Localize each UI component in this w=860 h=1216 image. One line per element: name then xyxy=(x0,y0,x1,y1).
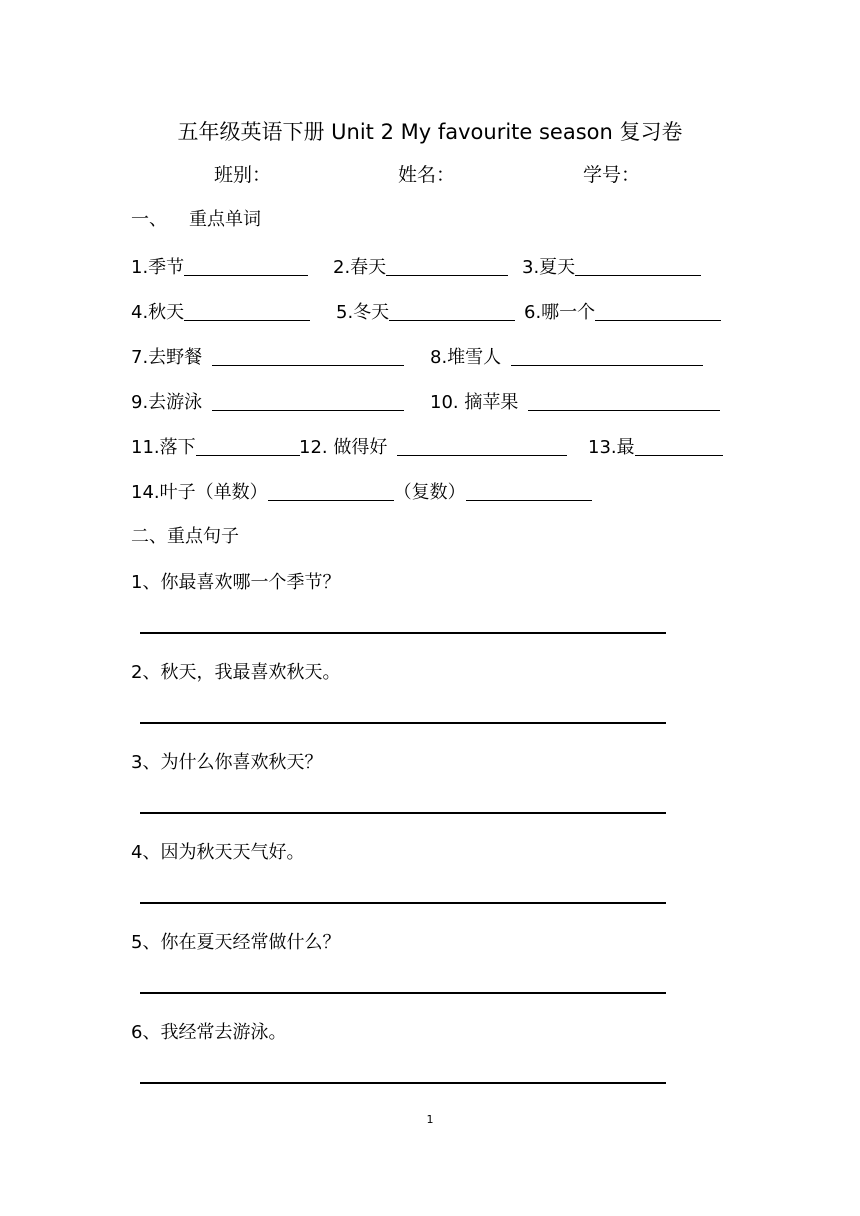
word-label: 14.叶子（单数） xyxy=(131,482,268,503)
class-label: 班别： xyxy=(214,164,272,186)
word-label: 6.哪一个 xyxy=(524,302,596,323)
word-item xyxy=(333,253,508,279)
word-item xyxy=(131,253,308,279)
section-sentences-heading: 二、重点句子 xyxy=(131,526,239,547)
word-item xyxy=(588,433,723,459)
section-number: 一、 xyxy=(131,209,167,230)
word-item xyxy=(131,388,404,414)
answer-blank[interactable] xyxy=(511,347,703,366)
answer-blank[interactable] xyxy=(184,302,310,321)
word-item xyxy=(131,298,310,324)
page-number: 1 xyxy=(426,1113,434,1126)
word-label: 11.落下 xyxy=(131,437,196,458)
word-item xyxy=(430,388,720,414)
answer-line[interactable] xyxy=(140,992,666,994)
word-item xyxy=(131,433,300,459)
sentence-prompt: 5、你在夏天经常做什么？ xyxy=(131,932,341,953)
word-label: 5.冬天 xyxy=(336,302,390,323)
word-label: 1.季节 xyxy=(131,257,185,278)
word-item xyxy=(131,478,592,504)
answer-blank[interactable] xyxy=(397,437,567,456)
answer-line[interactable] xyxy=(140,632,666,634)
answer-blank[interactable] xyxy=(212,347,404,366)
answer-blank[interactable] xyxy=(184,257,308,276)
sentence-prompt: 2、秋天，我最喜欢秋天。 xyxy=(131,662,341,683)
answer-blank[interactable] xyxy=(595,302,721,321)
answer-line[interactable] xyxy=(140,722,666,724)
word-item xyxy=(336,298,515,324)
answer-line[interactable] xyxy=(140,812,666,814)
word-label: 2.春天 xyxy=(333,257,387,278)
answer-blank[interactable] xyxy=(528,392,720,411)
answer-blank[interactable] xyxy=(466,482,592,501)
sentence-prompt: 4、因为秋天天气好。 xyxy=(131,842,305,863)
sentence-prompt: 1、你最喜欢哪一个季节？ xyxy=(131,572,341,593)
word-label: 12. 做得好 xyxy=(299,437,388,458)
answer-blank[interactable] xyxy=(386,257,508,276)
word-label: 3.夏天 xyxy=(522,257,576,278)
word-label: （复数） xyxy=(393,482,466,503)
answer-blank[interactable] xyxy=(268,482,394,501)
name-label: 姓名： xyxy=(398,164,456,186)
sentence-prompt: 3、为什么你喜欢秋天？ xyxy=(131,752,323,773)
section-title: 重点单词 xyxy=(189,209,261,230)
answer-blank[interactable] xyxy=(212,392,404,411)
answer-blank[interactable] xyxy=(196,437,300,456)
sentence-prompt: 6、我经常去游泳。 xyxy=(131,1022,287,1043)
page-title: 五年级英语下册 Unit 2 My favourite season 复习卷 xyxy=(177,120,683,144)
word-item xyxy=(299,433,567,459)
answer-blank[interactable] xyxy=(575,257,701,276)
word-label: 4.秋天 xyxy=(131,302,185,323)
section-vocabulary-heading xyxy=(131,205,261,231)
word-label: 7.去野餐 xyxy=(131,347,203,368)
word-item xyxy=(524,298,721,324)
word-item xyxy=(522,253,701,279)
word-label: 9.去游泳 xyxy=(131,392,203,413)
word-label: 13.最 xyxy=(588,437,635,458)
word-item xyxy=(131,343,404,369)
word-label: 10. 摘苹果 xyxy=(430,392,519,413)
number-label: 学号： xyxy=(583,164,641,186)
answer-blank[interactable] xyxy=(635,437,723,456)
answer-line[interactable] xyxy=(140,1082,666,1084)
word-label: 8.堆雪人 xyxy=(430,347,502,368)
answer-line[interactable] xyxy=(140,902,666,904)
word-item xyxy=(430,343,703,369)
answer-blank[interactable] xyxy=(389,302,515,321)
